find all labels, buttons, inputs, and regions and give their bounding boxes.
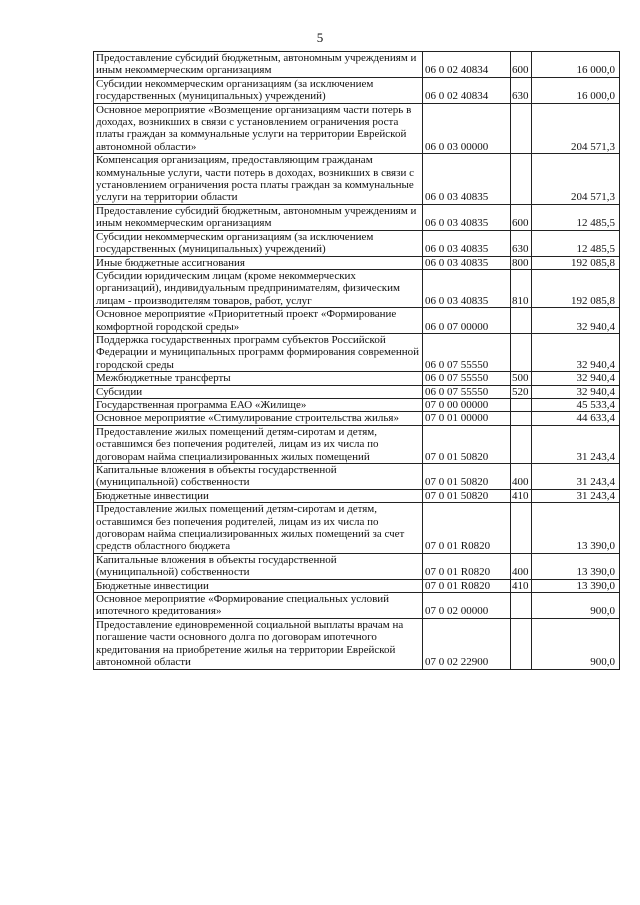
row-code-cell: 07 0 01 50820 [423,464,511,490]
row-amount-cell: 900,0 [532,593,620,619]
row-code-cell: 07 0 01 50820 [423,489,511,502]
row-amount-cell: 13 390,0 [532,579,620,592]
table-row [94,412,620,425]
row-expense-type-cell: 600 [511,52,532,78]
row-code-cell: 07 0 01 R0820 [423,579,511,592]
row-expense-type-cell [511,618,532,669]
row-amount-cell: 31 243,4 [532,464,620,490]
table-row [94,503,620,554]
row-code-cell: 06 0 03 40835 [423,154,511,205]
table-row [94,489,620,502]
table-row [94,154,620,205]
table-row [94,579,620,592]
table-row [94,204,620,230]
row-amount-cell: 32 940,4 [532,308,620,334]
row-name-cell: Капитальные вложения в объекты государственной (муниципальной) собственности [94,464,423,490]
table-row [94,553,620,579]
row-amount-cell: 32 940,4 [532,385,620,398]
row-name-cell: Основное мероприятие «Возмещение организациям части потерь в доходах, возникших в связи с установлением ограничения роста платы граждан за коммунальные услуги на территории Еврейской автономной области» [94,103,423,154]
row-amount-cell: 13 390,0 [532,503,620,554]
row-name-cell: Основное мероприятие «Приоритетный проект «Формирование комфортной городской среды» [94,308,423,334]
row-code-cell: 07 0 01 00000 [423,412,511,425]
table-row [94,256,620,269]
row-amount-cell: 900,0 [532,618,620,669]
row-amount-cell: 12 485,5 [532,204,620,230]
row-name-cell: Предоставление субсидий бюджетным, автономным учреждениям и иным некоммерческим организациям [94,204,423,230]
row-code-cell: 06 0 03 00000 [423,103,511,154]
row-name-cell: Основное мероприятие «Стимулирование строительства жилья» [94,412,423,425]
row-code-cell: 07 0 00 00000 [423,398,511,411]
row-expense-type-cell: 400 [511,464,532,490]
table-row [94,398,620,411]
table-row [94,593,620,619]
row-name-cell: Предоставление жилых помещений детям-сиротам и детям, оставшимся без попечения родителей, лицам из их числа по договорам найма специализированных жилых помещений [94,425,423,463]
row-name-cell: Предоставление единовременной социальной выплаты врачам на погашение части основного долга по договорам ипотечного кредитования на приобретение жилья на территории Еврейской автономной области [94,618,423,669]
budget-table-body [94,52,620,670]
row-expense-type-cell [511,593,532,619]
row-expense-type-cell [511,398,532,411]
row-name-cell: Государственная программа ЕАО «Жилище» [94,398,423,411]
row-expense-type-cell: 800 [511,256,532,269]
table-row [94,425,620,463]
row-name-cell: Бюджетные инвестиции [94,489,423,502]
row-code-cell: 07 0 02 00000 [423,593,511,619]
table-row [94,103,620,154]
row-amount-cell: 13 390,0 [532,553,620,579]
row-name-cell: Межбюджетные трансферты [94,372,423,385]
row-expense-type-cell [511,103,532,154]
table-row [94,230,620,256]
row-expense-type-cell [511,503,532,554]
row-amount-cell: 204 571,3 [532,103,620,154]
row-code-cell: 06 0 07 55550 [423,372,511,385]
row-expense-type-cell [511,333,532,371]
row-amount-cell: 192 085,8 [532,269,620,307]
table-row [94,77,620,103]
row-expense-type-cell: 630 [511,230,532,256]
table-row [94,269,620,307]
row-code-cell: 06 0 07 55550 [423,333,511,371]
row-name-cell: Поддержка государственных программ субъектов Российской Федерации и муниципальных программ формирования современной городской среды [94,333,423,371]
row-code-cell: 07 0 01 R0820 [423,503,511,554]
row-name-cell: Основное мероприятие «Формирование специальных условий ипотечного кредитования» [94,593,423,619]
row-expense-type-cell [511,308,532,334]
row-name-cell: Предоставление субсидий бюджетным, автономным учреждениям и иным некоммерческим организациям [94,52,423,78]
row-amount-cell: 44 633,4 [532,412,620,425]
row-expense-type-cell: 810 [511,269,532,307]
row-amount-cell: 32 940,4 [532,333,620,371]
row-expense-type-cell: 630 [511,77,532,103]
row-code-cell: 06 0 03 40835 [423,269,511,307]
row-expense-type-cell: 410 [511,579,532,592]
table-row [94,385,620,398]
row-expense-type-cell [511,412,532,425]
row-code-cell: 06 0 03 40835 [423,204,511,230]
table-row [94,464,620,490]
row-expense-type-cell: 520 [511,385,532,398]
row-amount-cell: 192 085,8 [532,256,620,269]
row-code-cell: 07 0 01 50820 [423,425,511,463]
row-expense-type-cell: 600 [511,204,532,230]
row-name-cell: Субсидии некоммерческим организациям (за исключением государственных (муниципальных) учреждений) [94,230,423,256]
page-number: 5 [316,30,324,45]
row-name-cell: Субсидии некоммерческим организациям (за исключением государственных (муниципальных) учреждений) [94,77,423,103]
budget-table [93,51,620,670]
row-name-cell: Компенсация организациям, предоставляющим гражданам коммунальные услуги, части потерь в доходах, возникших в связи с установлением ограничения роста платы граждан за коммунальные услуги на территории области [94,154,423,205]
row-code-cell: 06 0 03 40835 [423,230,511,256]
table-row [94,52,620,78]
row-amount-cell: 31 243,4 [532,425,620,463]
table-row [94,308,620,334]
row-name-cell: Капитальные вложения в объекты государственной (муниципальной) собственности [94,553,423,579]
table-row [94,333,620,371]
row-expense-type-cell: 500 [511,372,532,385]
row-amount-cell: 12 485,5 [532,230,620,256]
row-code-cell: 06 0 07 00000 [423,308,511,334]
row-amount-cell: 31 243,4 [532,489,620,502]
row-amount-cell: 16 000,0 [532,77,620,103]
row-amount-cell: 204 571,3 [532,154,620,205]
row-code-cell: 06 0 07 55550 [423,385,511,398]
row-name-cell: Предоставление жилых помещений детям-сиротам и детям, оставшимся без попечения родителей, лицам из их числа по договорам найма специализированных жилых помещений за счет средств областного бюджета [94,503,423,554]
row-code-cell: 06 0 02 40834 [423,77,511,103]
row-expense-type-cell: 410 [511,489,532,502]
row-code-cell: 07 0 01 R0820 [423,553,511,579]
row-name-cell: Бюджетные инвестиции [94,579,423,592]
row-code-cell: 06 0 02 40834 [423,52,511,78]
row-amount-cell: 16 000,0 [532,52,620,78]
row-amount-cell: 45 533,4 [532,398,620,411]
row-name-cell: Субсидии юридическим лицам (кроме некоммерческих организаций), индивидуальным предпринимателям, физическим лицам - производителям товаров, работ, услуг [94,269,423,307]
row-code-cell: 07 0 02 22900 [423,618,511,669]
row-name-cell: Субсидии [94,385,423,398]
table-row [94,372,620,385]
table-row [94,618,620,669]
row-expense-type-cell: 400 [511,553,532,579]
row-expense-type-cell [511,154,532,205]
row-amount-cell: 32 940,4 [532,372,620,385]
row-name-cell: Иные бюджетные ассигнования [94,256,423,269]
row-expense-type-cell [511,425,532,463]
row-code-cell: 06 0 03 40835 [423,256,511,269]
